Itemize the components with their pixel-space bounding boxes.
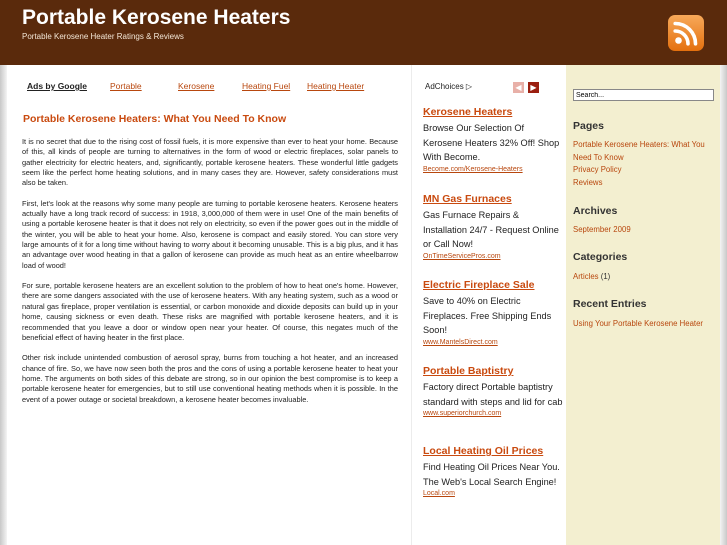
post-body — [22, 137, 398, 415]
rss-icon[interactable] — [668, 15, 704, 51]
ad-url[interactable]: OnTimeServicePros.com — [423, 252, 501, 260]
recent-entry-link[interactable]: Using Your Portable Kerosene Heater — [573, 319, 704, 328]
ad-link-kerosene[interactable]: Kerosene — [178, 81, 215, 91]
ad-prev-arrow-icon[interactable]: ◀ — [513, 82, 524, 93]
ad-title[interactable]: Kerosene Heaters — [423, 106, 513, 118]
ad-url[interactable]: Local.com — [423, 490, 455, 498]
post-title[interactable]: Portable Kerosene Heaters: What You Need To Know — [23, 113, 287, 125]
sidebar — [566, 65, 720, 545]
archives-heading: Archives — [573, 205, 618, 217]
ad-url[interactable]: Become.com/Kerosene-Heaters — [423, 165, 523, 173]
main-content — [7, 65, 411, 545]
categories-heading: Categories — [573, 251, 628, 263]
categories-list — [573, 271, 715, 284]
adchoices-icon[interactable]: ▷ — [465, 82, 473, 91]
site-title[interactable]: Portable Kerosene Heaters — [22, 6, 291, 29]
ad-title[interactable]: Local Heating Oil Prices — [423, 445, 544, 457]
search-input[interactable] — [573, 89, 714, 101]
post-paragraph: It is no secret that due to the rising cost of fossil fuels, it is more expensive than ever to heat your home. Because of this, all kinds of people are turning to alternatives in the form of wood or electric fireplaces, solar panels to gather electricity for electric heaters, and, significantly, portable kerosene heaters. These wonderful little gadgets seem like the perfect home heating solutions, and in many cases they are. However, safety considerations must also be taken. — [22, 137, 398, 188]
page-link-reviews[interactable]: Reviews — [573, 177, 603, 187]
ad-url[interactable]: www.superiorchurch.com — [423, 410, 502, 418]
ad-text: Browse Our Selection Of Kerosene Heaters 32% Off! Shop With Become. — [423, 123, 560, 163]
ad-unit — [423, 192, 563, 260]
adchoices-label[interactable] — [425, 82, 472, 91]
ad-text: Find Heating Oil Prices Near You. The Web's Local Search Engine! — [423, 462, 560, 487]
ad-column — [411, 65, 567, 545]
ad-unit — [423, 444, 563, 497]
category-item — [573, 271, 715, 284]
ad-unit — [423, 278, 563, 346]
page-link-privacy-policy[interactable]: Privacy Policy — [573, 165, 622, 174]
post-paragraph: First, let's look at the reasons why some many people are turning to portable kerosene heaters. Kerosene heaters actually have a long track record of success: in 1918, 3,000,000 of them were in use! One of the main benefits of using a portable kerosene heater is that it does not rely on electricity, so even if the power goes out in the middle of the winter, you will be able to heat your home. Also, kerosene is compact and easily stored. You can store very large amounts of it for a long time without having to worry about it becoming unusable. This is a big plus, and it has an advantage over wood heating in that a gallon of kerosene can provide as much heat as an entire wheelbarrow load of wood! — [22, 198, 398, 270]
ad-unit — [423, 105, 563, 173]
ad-title[interactable]: MN Gas Furnaces — [423, 193, 512, 205]
category-count: (1) — [598, 272, 611, 281]
ads-by-google-label[interactable]: Ads by Google — [27, 81, 87, 91]
ad-next-arrow-icon[interactable]: ▶ — [528, 82, 539, 93]
archives-list — [573, 224, 715, 237]
recent-entries-heading: Recent Entries — [573, 298, 647, 310]
ad-text: Gas Furnace Repairs & Installation 24/7 - Request Online or Call Now! — [423, 210, 559, 250]
recent-entries-list — [573, 318, 715, 331]
post-paragraph: Other risk include unintended combustion of aerosol spray, burns from touching a hot heater, and an increased chance of fire. So, we have now seen both the pros and the cons of using a portable kerosene heater to heat your home. The arguments on both sides of this debate are strong, so in our opinion the best compromise is to keep a portable kerosene heater for emergencies, but to still use conventional heating methods when it is possible. In the event of a power outage or societal breakdown, a kerosene heater becomes invaluable. — [22, 353, 398, 404]
ad-text: Save to 40% on Electric Fireplaces. Free Shipping Ends Soon! — [423, 296, 552, 336]
adchoices-text[interactable]: AdChoices — [425, 82, 464, 91]
ad-link-portable[interactable]: Portable — [110, 81, 142, 91]
ad-unit — [423, 364, 563, 417]
ad-title[interactable]: Electric Fireplace Sale — [423, 279, 535, 291]
page-shadow-right — [720, 65, 727, 545]
ad-text: Factory direct Portable baptistry standard with steps and lid for cab — [423, 382, 563, 407]
ad-link-heating-fuel[interactable]: Heating Fuel — [242, 81, 291, 91]
ad-title[interactable]: Portable Baptistry — [423, 365, 514, 377]
ad-url[interactable]: www.MantelsDirect.com — [423, 338, 498, 346]
page-link-article[interactable]: Portable Kerosene Heaters: What You Need To Know — [573, 140, 705, 162]
archive-link-september-2009[interactable]: September 2009 — [573, 225, 631, 234]
pages-list — [573, 139, 715, 189]
site-tagline: Portable Kerosene Heater Ratings & Reviews — [22, 32, 184, 41]
page-shadow-left — [0, 65, 7, 545]
ad-link-heating-heater[interactable]: Heating Heater — [307, 81, 365, 91]
site-header — [0, 0, 727, 65]
post-paragraph: For sure, portable kerosene heaters are an excellent solution to the problem of how to heat one's home. However, there are some dangers associated with the use of kerosene heaters. With any heating system, such as a wood or natural gas fireplace, proper ventilation is essential, or carbon monoxide and dioxide deposits can build up in your home, causing sickness or even death. These risks are magnified with portable kerosene heaters, and it is recommended that you leave a door or window open near your heater. Of course, this negates much of the beneficial effect of having heater in the first place. — [22, 281, 398, 342]
pages-heading: Pages — [573, 120, 604, 132]
category-link-articles[interactable]: Articles — [573, 272, 599, 281]
